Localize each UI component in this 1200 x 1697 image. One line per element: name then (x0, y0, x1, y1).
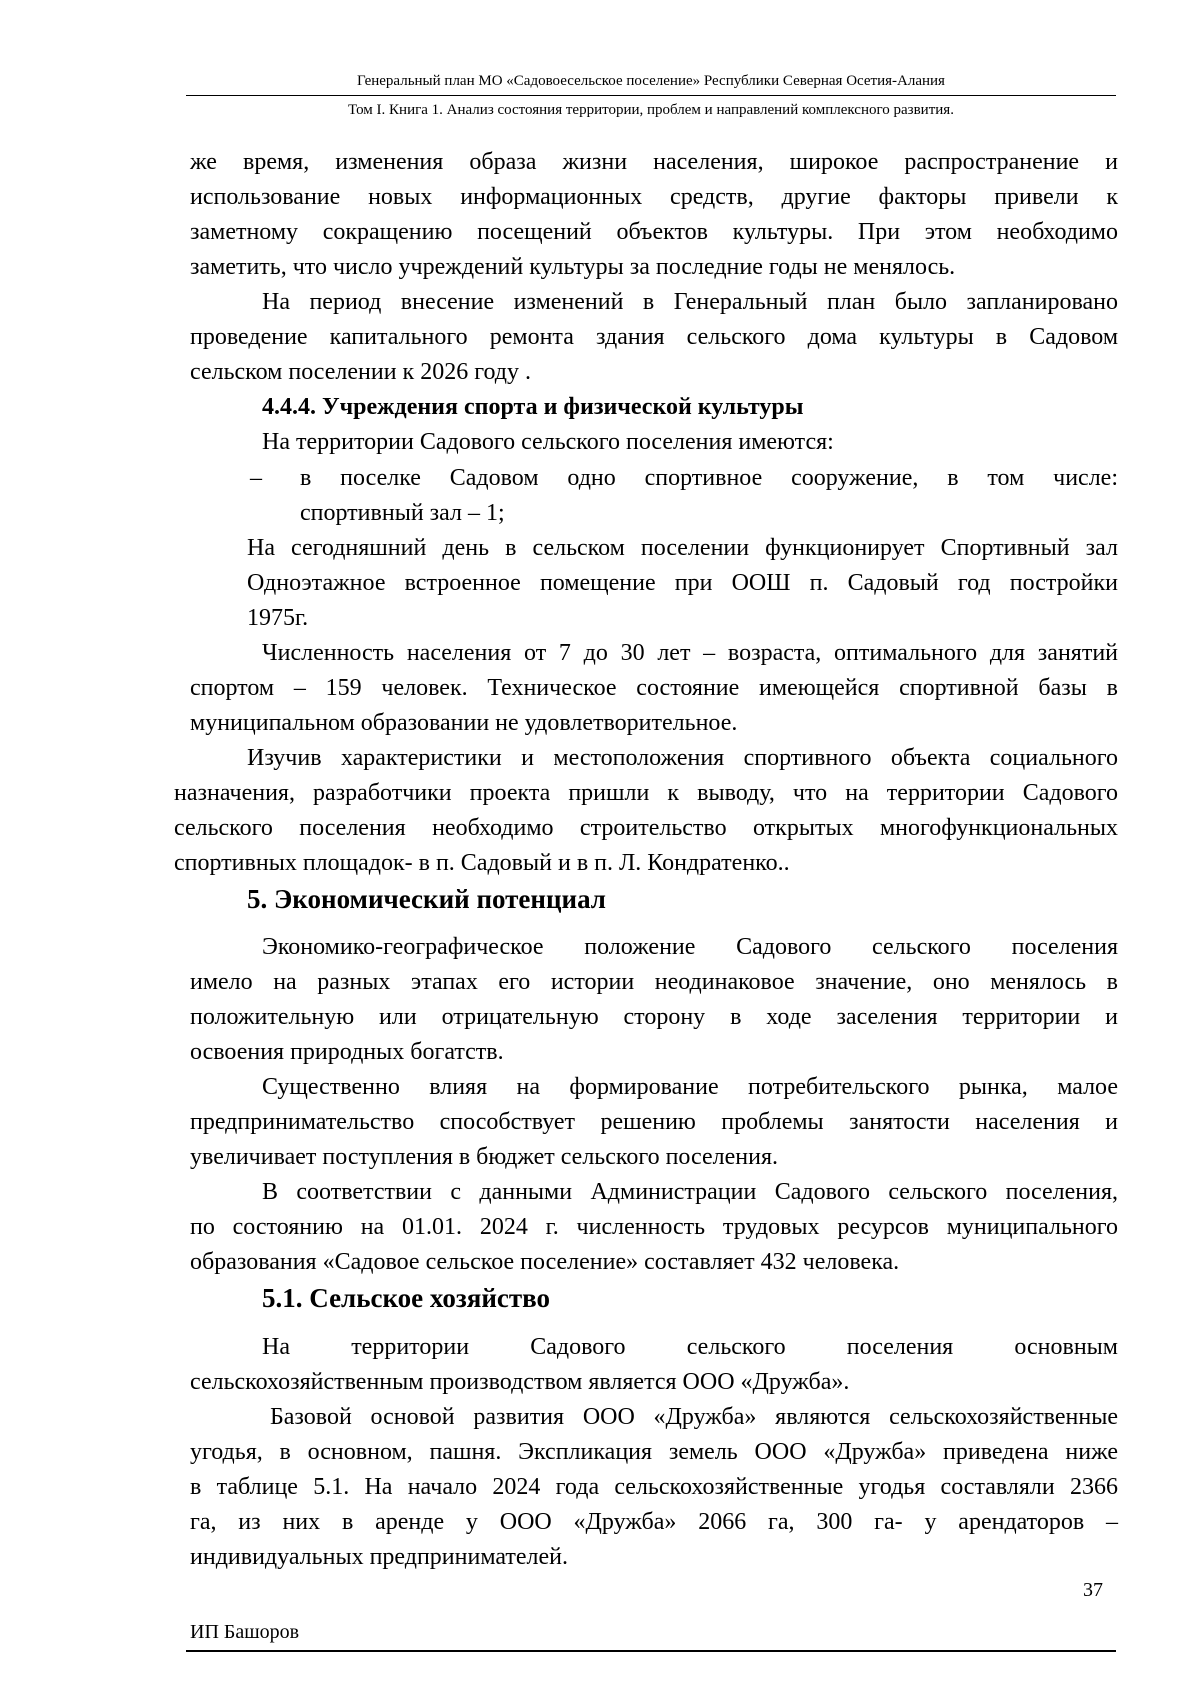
paragraph-line: На период внесение изменений в Генеральный план было запланировано (262, 289, 1118, 315)
paragraph-line: назначения, разработчики проекта пришли к выводу, что на территории Садового (174, 780, 1118, 806)
running-header-subtitle: Том I. Книга 1. Анализ состояния территории, проблем и направлений комплексного развития. (348, 102, 954, 118)
paragraph-line: же время, изменения образа жизни населения, широкое распространение и (190, 149, 1118, 175)
paragraph-line: в таблице 5.1. На начало 2024 года сельскохозяйственные угодья составляли 2366 (190, 1474, 1118, 1500)
paragraph-line: индивидуальных предпринимателей. (190, 1544, 568, 1570)
paragraph-line: Изучив характеристики и местоположения спортивного объекта социального (247, 745, 1118, 771)
paragraph-line: увеличивает поступления в бюджет сельского поселения. (190, 1144, 778, 1170)
paragraph-line: 1975г. (247, 605, 309, 631)
paragraph-line: использование новых информационных средств, другие факторы привели к (190, 184, 1118, 210)
paragraph-line: Численность населения от 7 до 30 лет – возраста, оптимального для занятий (262, 640, 1118, 666)
paragraph-line: га, из них в аренде у ООО «Дружба» 2066 га, 300 га- у арендаторов – (190, 1509, 1118, 1535)
paragraph-line: спортом – 159 человек. Техническое состояние имеющейся спортивной базы в (190, 675, 1118, 701)
paragraph-line: освоения природных богатств. (190, 1039, 504, 1065)
paragraph-line: образования «Садовое сельское поселение» составляет 432 человека. (190, 1249, 900, 1275)
paragraph-line: На территории Садового сельского поселения имеются: (262, 429, 834, 455)
section-heading-5: 5. Экономический потенциал (247, 884, 606, 914)
bullet-dash: – (250, 465, 262, 491)
paragraph-line: проведение капитального ремонта здания сельского дома культуры в Садовом (190, 324, 1118, 350)
footer-author: ИП Башоров (190, 1621, 300, 1643)
page-number: 37 (1083, 1579, 1103, 1601)
paragraph-line: спортивных площадок- в п. Садовый и в п. Л. Кондратенко.. (174, 850, 790, 876)
paragraph-line: Одноэтажное встроенное помещение при ООШ п. Садовый год постройки (247, 570, 1118, 596)
paragraph-line: имело на разных этапах его истории неодинаковое значение, оно менялось в (190, 969, 1118, 995)
bullet-item-line: в поселке Садовом одно спортивное сооружение, в том числе: (300, 465, 1118, 491)
running-header-title: Генеральный план МО «Садовоесельское поселение» Республики Северная Осетия-Алания (357, 73, 945, 89)
paragraph-line: В соответствии с данными Администрации Садового сельского поселения, (262, 1179, 1118, 1205)
section-heading-4-4-4: 4.4.4. Учреждения спорта и физической культуры (262, 394, 804, 420)
paragraph-line: предпринимательство способствует решению проблемы занятости населения и (190, 1109, 1118, 1135)
header-divider (186, 95, 1116, 96)
bullet-item-line: спортивный зал – 1; (300, 500, 505, 526)
section-heading-5-1: 5.1. Сельское хозяйство (262, 1283, 551, 1313)
paragraph-line: Существенно влияя на формирование потребительского рынка, малое (262, 1074, 1118, 1100)
paragraph-line: муниципальном образовании не удовлетворительное. (190, 710, 738, 736)
paragraph-line: сельского поселения необходимо строительство открытых многофункциональных (174, 815, 1118, 841)
paragraph-line: Базовой основой развития ООО «Дружба» являются сельскохозяйственные (270, 1404, 1118, 1430)
paragraph-line: На сегодняшний день в сельском поселении функционирует Спортивный зал (247, 535, 1118, 561)
paragraph-line: угодья, в основном, пашня. Экспликация земель ООО «Дружба» приведена ниже (190, 1439, 1118, 1465)
paragraph-line: Экономико-географическое положение Садового сельского поселения (262, 934, 1118, 960)
paragraph-line: сельскохозяйственным производством является ООО «Дружба». (190, 1369, 850, 1395)
footer-divider (186, 1650, 1116, 1652)
paragraph-line: по состоянию на 01.01. 2024 г. численность трудовых ресурсов муниципального (190, 1214, 1118, 1240)
paragraph-line: заметному сокращению посещений объектов культуры. При этом необходимо (190, 219, 1118, 245)
paragraph-line: заметить, что число учреждений культуры за последние годы не менялось. (190, 254, 956, 280)
paragraph-line: сельском поселении к 2026 году . (190, 359, 531, 385)
paragraph-line: На территории Садового сельского поселения основным (262, 1334, 1118, 1360)
paragraph-line: положительную или отрицательную сторону в ходе заселения территории и (190, 1004, 1118, 1030)
